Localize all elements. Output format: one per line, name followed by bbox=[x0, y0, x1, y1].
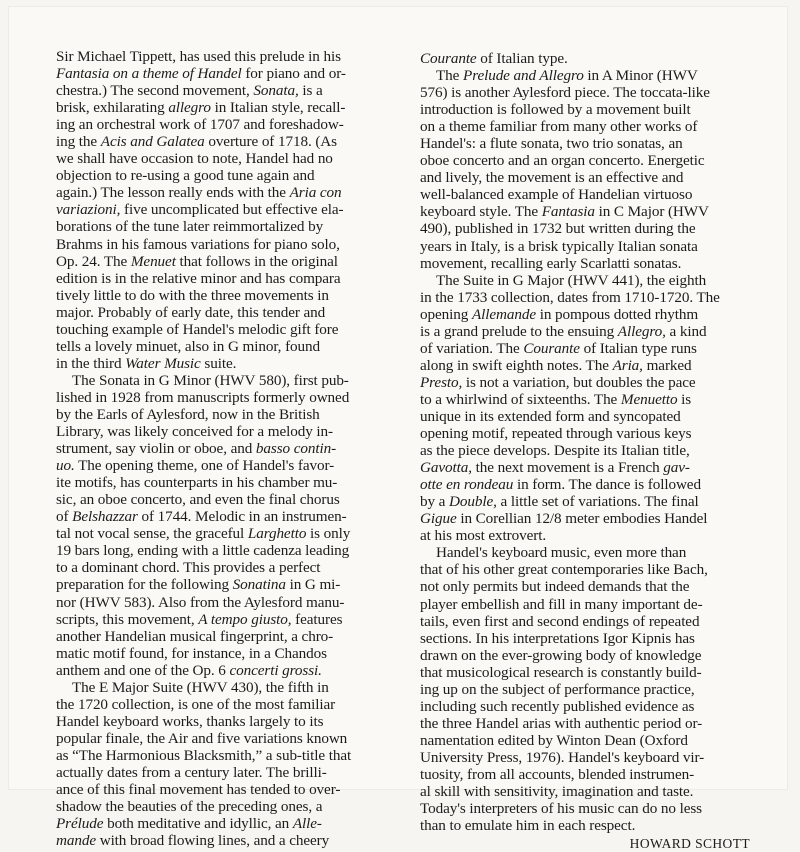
left-text-line bbox=[56, 764, 394, 781]
text-run: by a bbox=[420, 493, 450, 511]
left-text-line bbox=[56, 304, 394, 321]
italic-title: allegro bbox=[168, 99, 211, 117]
left-text-line bbox=[56, 662, 394, 679]
left-text-line bbox=[56, 611, 394, 628]
text-run: introduction is followed by a movement built bbox=[420, 101, 691, 119]
left-text-line bbox=[56, 150, 394, 167]
text-run: actually dates from a century later. The brilli- bbox=[56, 763, 327, 781]
left-text-line bbox=[56, 457, 394, 474]
text-run: by the Earls of Aylesford, now in the British bbox=[56, 405, 320, 423]
text-run: objection to re-using a good tune again and bbox=[56, 167, 315, 185]
right-text-line bbox=[420, 238, 760, 255]
text-run: major. Probably of early date, this tender and bbox=[56, 303, 326, 321]
text-run: of Italian type runs bbox=[579, 339, 697, 357]
text-run: overture of 1718. (As bbox=[204, 133, 337, 151]
text-run: of variation. The bbox=[420, 339, 524, 357]
right-text-line bbox=[420, 442, 760, 459]
text-run: in C Major (HWV bbox=[594, 203, 709, 221]
text-run: that of his other great contemporaries like Bach, bbox=[420, 561, 708, 579]
right-text-line bbox=[420, 203, 760, 220]
italic-title: Fantasia on a theme of Handel bbox=[56, 65, 242, 83]
italic-title: Sonata, bbox=[253, 82, 299, 100]
left-text-line bbox=[56, 594, 394, 611]
left-text-line bbox=[56, 321, 394, 338]
text-run: to a dominant chord. This provides a perfect bbox=[56, 559, 321, 577]
text-run: years in Italy, is a brisk typically Italian sonata bbox=[420, 237, 698, 255]
text-run: of Italian type. bbox=[476, 50, 568, 67]
left-text-line bbox=[56, 236, 394, 253]
left-text-line bbox=[56, 338, 394, 355]
text-run: drawn on the ever-growing body of knowledge bbox=[420, 646, 702, 664]
left-text-line bbox=[56, 133, 394, 150]
text-run: the next movement is a French bbox=[471, 459, 664, 477]
text-run: Handel's keyboard music, even more than bbox=[436, 544, 687, 562]
right-text-line bbox=[420, 681, 760, 698]
italic-title: Courante bbox=[523, 339, 580, 357]
right-text-line bbox=[420, 664, 760, 681]
text-run: chestra.) The second movement, bbox=[56, 82, 254, 100]
left-text-line bbox=[56, 781, 394, 798]
left-text-line bbox=[56, 491, 394, 508]
text-run: and lively, the movement is an effective and bbox=[420, 169, 684, 187]
italic-title: Prelude and Allegro bbox=[463, 67, 584, 85]
text-run: Op. 24. The bbox=[56, 252, 131, 270]
italic-title: basso contin- bbox=[255, 440, 337, 458]
text-run: suite. bbox=[200, 354, 237, 372]
right-text-line bbox=[420, 152, 760, 169]
right-text-line bbox=[420, 561, 760, 578]
left-column bbox=[56, 48, 394, 849]
text-run: ing the bbox=[56, 133, 101, 151]
italic-title: Presto, bbox=[420, 373, 463, 391]
italic-title: Double, bbox=[449, 493, 497, 511]
booklet-page bbox=[8, 6, 788, 852]
italic-title: Aria, bbox=[612, 356, 643, 374]
left-text-line bbox=[56, 167, 394, 184]
right-text-line bbox=[420, 459, 760, 476]
text-run: matic motif found, for instance, in a Chandos bbox=[56, 644, 327, 662]
text-run: opening bbox=[420, 305, 472, 323]
left-text-line bbox=[56, 645, 394, 662]
text-run: in A Minor (HWV bbox=[583, 67, 698, 85]
right-text-line bbox=[420, 596, 760, 613]
left-text-line bbox=[56, 832, 394, 849]
text-run: at his most extrovert. bbox=[420, 527, 547, 545]
text-run: that musicological research is constantly build- bbox=[420, 663, 702, 681]
left-text-line bbox=[56, 815, 394, 832]
text-run: The opening theme, one of Handel's favor- bbox=[74, 457, 335, 475]
text-run: we shall have occasion to note, Handel had no bbox=[56, 150, 333, 168]
text-run: marked bbox=[642, 356, 692, 374]
text-run: opening motif, repeated through various keys bbox=[420, 425, 692, 443]
text-run: well-balanced example of Handelian virtuoso bbox=[420, 186, 693, 204]
text-run: The Suite in G Major (HWV 441), the eighth bbox=[436, 271, 707, 289]
left-text-line bbox=[56, 184, 394, 201]
left-text-line bbox=[56, 730, 394, 747]
text-run: tively little to do with the three movements in bbox=[56, 286, 329, 304]
left-text-line bbox=[56, 201, 394, 218]
text-run: in form. The dance is followed bbox=[513, 476, 701, 494]
italic-title: Allemande bbox=[471, 305, 536, 323]
text-run: ing up on the subject of performance practice, bbox=[420, 680, 695, 698]
italic-title: Gavotta, bbox=[420, 459, 472, 477]
left-text-line bbox=[56, 116, 394, 133]
text-run: for piano and or- bbox=[241, 65, 346, 83]
text-run: strument, say violin or oboe, and bbox=[56, 440, 256, 458]
right-text-line bbox=[420, 749, 760, 766]
text-run: is a bbox=[298, 82, 323, 100]
left-text-line bbox=[56, 747, 394, 764]
text-run: in Italian style, recall- bbox=[210, 99, 346, 117]
text-run: The bbox=[436, 67, 464, 85]
italic-title: Water Music bbox=[125, 354, 201, 372]
right-text-line bbox=[420, 101, 760, 118]
italic-title: uo. bbox=[56, 457, 75, 475]
right-text-line bbox=[420, 84, 760, 101]
italic-title: Sonatina bbox=[232, 576, 286, 594]
right-text-line bbox=[420, 340, 760, 357]
right-text-line bbox=[420, 493, 760, 510]
right-text-line bbox=[420, 169, 760, 186]
text-run: as the piece develops. Despite its Italian title, bbox=[420, 442, 690, 460]
left-text-line bbox=[56, 253, 394, 270]
left-text-line bbox=[56, 423, 394, 440]
left-text-line bbox=[56, 82, 394, 99]
right-text-line bbox=[420, 306, 760, 323]
italic-title: Larghetto bbox=[247, 525, 307, 543]
text-run: a little set of variations. The final bbox=[496, 493, 699, 511]
author-signature: HOWARD SCHOTT bbox=[629, 836, 750, 852]
text-run: Today's interpreters of his music can do no less bbox=[420, 800, 702, 818]
left-text-line bbox=[56, 628, 394, 645]
text-run: touching example of Handel's melodic gift fore bbox=[56, 320, 339, 338]
text-run: sections. In his interpretations Igor Kipnis has bbox=[420, 629, 695, 647]
right-text-line bbox=[420, 323, 760, 340]
right-text-line bbox=[420, 135, 760, 152]
left-text-line bbox=[56, 389, 394, 406]
text-run: five uncomplicated but effective ela- bbox=[120, 201, 344, 219]
text-run: 490), published in 1732 but written during the bbox=[420, 220, 696, 238]
text-run: nor (HWV 583). Also from the Aylesford manu- bbox=[56, 593, 345, 611]
text-run: lished in 1928 from manuscripts formerly owned bbox=[56, 388, 350, 406]
text-run: ite motifs, has counterparts in his chamber mu- bbox=[56, 474, 338, 492]
text-run: to a whirlwind of sixteenths. The bbox=[420, 390, 621, 408]
right-text-line bbox=[420, 630, 760, 647]
text-run: Handel's: a flute sonata, two trio sonatas, an bbox=[420, 135, 683, 153]
left-text-line bbox=[56, 218, 394, 235]
right-text-line bbox=[420, 374, 760, 391]
right-text-line bbox=[420, 578, 760, 595]
text-run: with broad flowing lines, and a cheery bbox=[96, 832, 330, 850]
right-text-line bbox=[420, 67, 760, 84]
left-text-line bbox=[56, 372, 394, 389]
italic-title: Allegro, bbox=[617, 322, 666, 340]
left-text-line bbox=[56, 696, 394, 713]
text-run: tails, even first and second endings of repeated bbox=[420, 612, 700, 630]
right-text-line bbox=[420, 544, 760, 561]
text-run: including such recently published evidence as bbox=[420, 697, 695, 715]
text-run: ing an orchestral work of 1707 and foreshadow- bbox=[56, 116, 344, 134]
text-run: 576) is another Aylesford piece. The toccata-like bbox=[420, 84, 710, 102]
text-run: than to emulate him in each respect. bbox=[420, 817, 636, 835]
text-run: the 1720 collection, is one of the most familiar bbox=[56, 695, 336, 713]
right-text-line bbox=[420, 783, 760, 800]
italic-title: gav- bbox=[663, 459, 690, 477]
right-text-line bbox=[420, 186, 760, 203]
text-run: the three Handel arias with authentic period or- bbox=[420, 714, 703, 732]
right-text-line bbox=[420, 408, 760, 425]
text-run: The E Major Suite (HWV 430), the fifth in bbox=[72, 678, 329, 696]
text-run: Brahms in his famous variations for piano solo, bbox=[56, 235, 340, 253]
italic-title: Courante bbox=[420, 50, 477, 67]
text-run: in G mi- bbox=[285, 576, 341, 594]
left-text-line bbox=[56, 48, 394, 65]
italic-title: A tempo giusto, bbox=[198, 610, 292, 628]
text-run: Handel keyboard works, thanks largely to its bbox=[56, 712, 324, 730]
italic-title: Aria con bbox=[289, 184, 342, 202]
text-run: University Press, 1976). Handel's keyboard vir- bbox=[420, 748, 705, 766]
text-run: a kind bbox=[665, 322, 707, 340]
italic-title: Menuet bbox=[130, 252, 176, 270]
right-text-line bbox=[420, 510, 760, 527]
text-run: namentation edited by Winton Dean (Oxford bbox=[420, 731, 688, 749]
text-run: player embellish and fill in many important de- bbox=[420, 595, 703, 613]
text-run: of bbox=[56, 508, 73, 526]
text-run: is not a variation, but doubles the pace bbox=[462, 373, 696, 391]
right-text-line bbox=[420, 732, 760, 749]
text-run: is only bbox=[306, 525, 351, 543]
left-text-line bbox=[56, 355, 394, 372]
left-text-line bbox=[56, 65, 394, 82]
text-run: popular finale, the Air and five variations known bbox=[56, 729, 348, 747]
text-run: on a theme familiar from many other works of bbox=[420, 118, 698, 136]
text-run: in Corellian 12/8 meter embodies Handel bbox=[456, 510, 708, 528]
right-text-line bbox=[420, 220, 760, 237]
right-text-line bbox=[420, 50, 760, 67]
right-text-line bbox=[420, 647, 760, 664]
text-run: tells a lovely minuet, also in G minor, found bbox=[56, 337, 321, 355]
right-text-line bbox=[420, 613, 760, 630]
text-run: tal not vocal sense, the graceful bbox=[56, 525, 248, 543]
italic-title: Fantasia bbox=[541, 203, 595, 221]
right-text-line bbox=[420, 800, 760, 817]
left-text-line bbox=[56, 287, 394, 304]
text-run: in the third bbox=[56, 354, 126, 372]
right-text-line bbox=[420, 527, 760, 544]
left-text-line bbox=[56, 270, 394, 287]
right-text-line bbox=[420, 118, 760, 135]
italic-title: Acis and Galatea bbox=[100, 133, 205, 151]
text-run: shadow the beauties of the preceding ones, a bbox=[56, 798, 323, 816]
text-run: both meditative and idyllic, an bbox=[103, 815, 293, 833]
italic-title: variazioni, bbox=[56, 201, 121, 219]
right-text-line bbox=[420, 255, 760, 272]
text-run: along in swift eighth notes. The bbox=[420, 356, 613, 374]
text-run: brisk, exhilarating bbox=[56, 99, 169, 117]
right-text-line bbox=[420, 289, 760, 306]
left-text-line bbox=[56, 525, 394, 542]
text-run: edition is in the relative minor and has compara bbox=[56, 269, 341, 287]
text-run: again.) The lesson really ends with the bbox=[56, 184, 290, 202]
italic-title: concerti grossi. bbox=[229, 661, 322, 679]
text-run: unique in its extended form and syncopated bbox=[420, 407, 681, 425]
left-text-line bbox=[56, 542, 394, 559]
text-run: not only permits but indeed demands that the bbox=[420, 578, 690, 596]
left-text-line bbox=[56, 679, 394, 696]
text-run: borations of the tune later reimmortalized by bbox=[56, 218, 324, 236]
italic-title: Alle- bbox=[292, 815, 322, 833]
left-text-line bbox=[56, 406, 394, 423]
left-text-line bbox=[56, 559, 394, 576]
right-text-line bbox=[420, 476, 760, 493]
text-run: Library, was likely conceived for a melody in- bbox=[56, 423, 333, 441]
text-run: ance of this final movement has tended to over- bbox=[56, 781, 341, 799]
text-run: features bbox=[291, 610, 343, 628]
right-column bbox=[420, 50, 760, 852]
text-run: of 1744. Melodic in an instrumen- bbox=[137, 508, 347, 526]
italic-title: Prélude bbox=[56, 815, 104, 833]
text-run: The Sonata in G Minor (HWV 580), first pub- bbox=[72, 371, 349, 389]
italic-title: Gigue bbox=[420, 510, 457, 528]
text-run: oboe concerto and an organ concerto. Energetic bbox=[420, 152, 705, 170]
right-text-line bbox=[420, 272, 760, 289]
italic-title: Belshazzar bbox=[72, 508, 138, 526]
text-run: tuosity, from all accounts, blended instrumen- bbox=[420, 765, 695, 783]
text-run: Sir Michael Tippett, has used this prelude in his bbox=[56, 48, 341, 65]
text-run: another Handelian musical fingerprint, a chro- bbox=[56, 627, 334, 645]
italic-title: Menuetto bbox=[620, 390, 678, 408]
right-text-line bbox=[420, 817, 760, 834]
left-text-line bbox=[56, 508, 394, 525]
text-run: scripts, this movement, bbox=[56, 610, 199, 628]
text-run: 19 bars long, ending with a little cadenza leading bbox=[56, 542, 350, 560]
text-run: in pompous dotted rhythm bbox=[536, 305, 699, 323]
text-run: as “The Harmonious Blacksmith,” a sub-title that bbox=[56, 746, 352, 764]
text-run: in the 1733 collection, dates from 1710-1720. The bbox=[420, 288, 720, 306]
text-run: al skill with sensitivity, imagination and taste. bbox=[420, 783, 694, 801]
left-text-line bbox=[56, 99, 394, 116]
text-run: anthem and one of the Op. 6 bbox=[56, 661, 230, 679]
text-run: that follows in the original bbox=[175, 252, 338, 270]
right-text-line bbox=[420, 766, 760, 783]
text-run: preparation for the following bbox=[56, 576, 233, 594]
text-run: keyboard style. The bbox=[420, 203, 542, 221]
italic-title: mande bbox=[56, 832, 96, 850]
text-run: movement, recalling early Scarlatti sonatas. bbox=[420, 254, 682, 272]
text-run: is a grand prelude to the ensuing bbox=[420, 322, 618, 340]
right-text-line bbox=[420, 698, 760, 715]
left-text-line bbox=[56, 474, 394, 491]
left-text-line bbox=[56, 798, 394, 815]
left-text-line bbox=[56, 576, 394, 593]
text-run: is bbox=[677, 390, 692, 408]
right-text-line bbox=[420, 357, 760, 374]
left-text-line bbox=[56, 440, 394, 457]
right-text-line bbox=[420, 715, 760, 732]
text-run: sic, an oboe concerto, and even the final chorus bbox=[56, 491, 340, 509]
right-text-line bbox=[420, 425, 760, 442]
italic-title: otte en rondeau bbox=[420, 476, 514, 494]
left-text-line bbox=[56, 713, 394, 730]
right-text-line bbox=[420, 391, 760, 408]
